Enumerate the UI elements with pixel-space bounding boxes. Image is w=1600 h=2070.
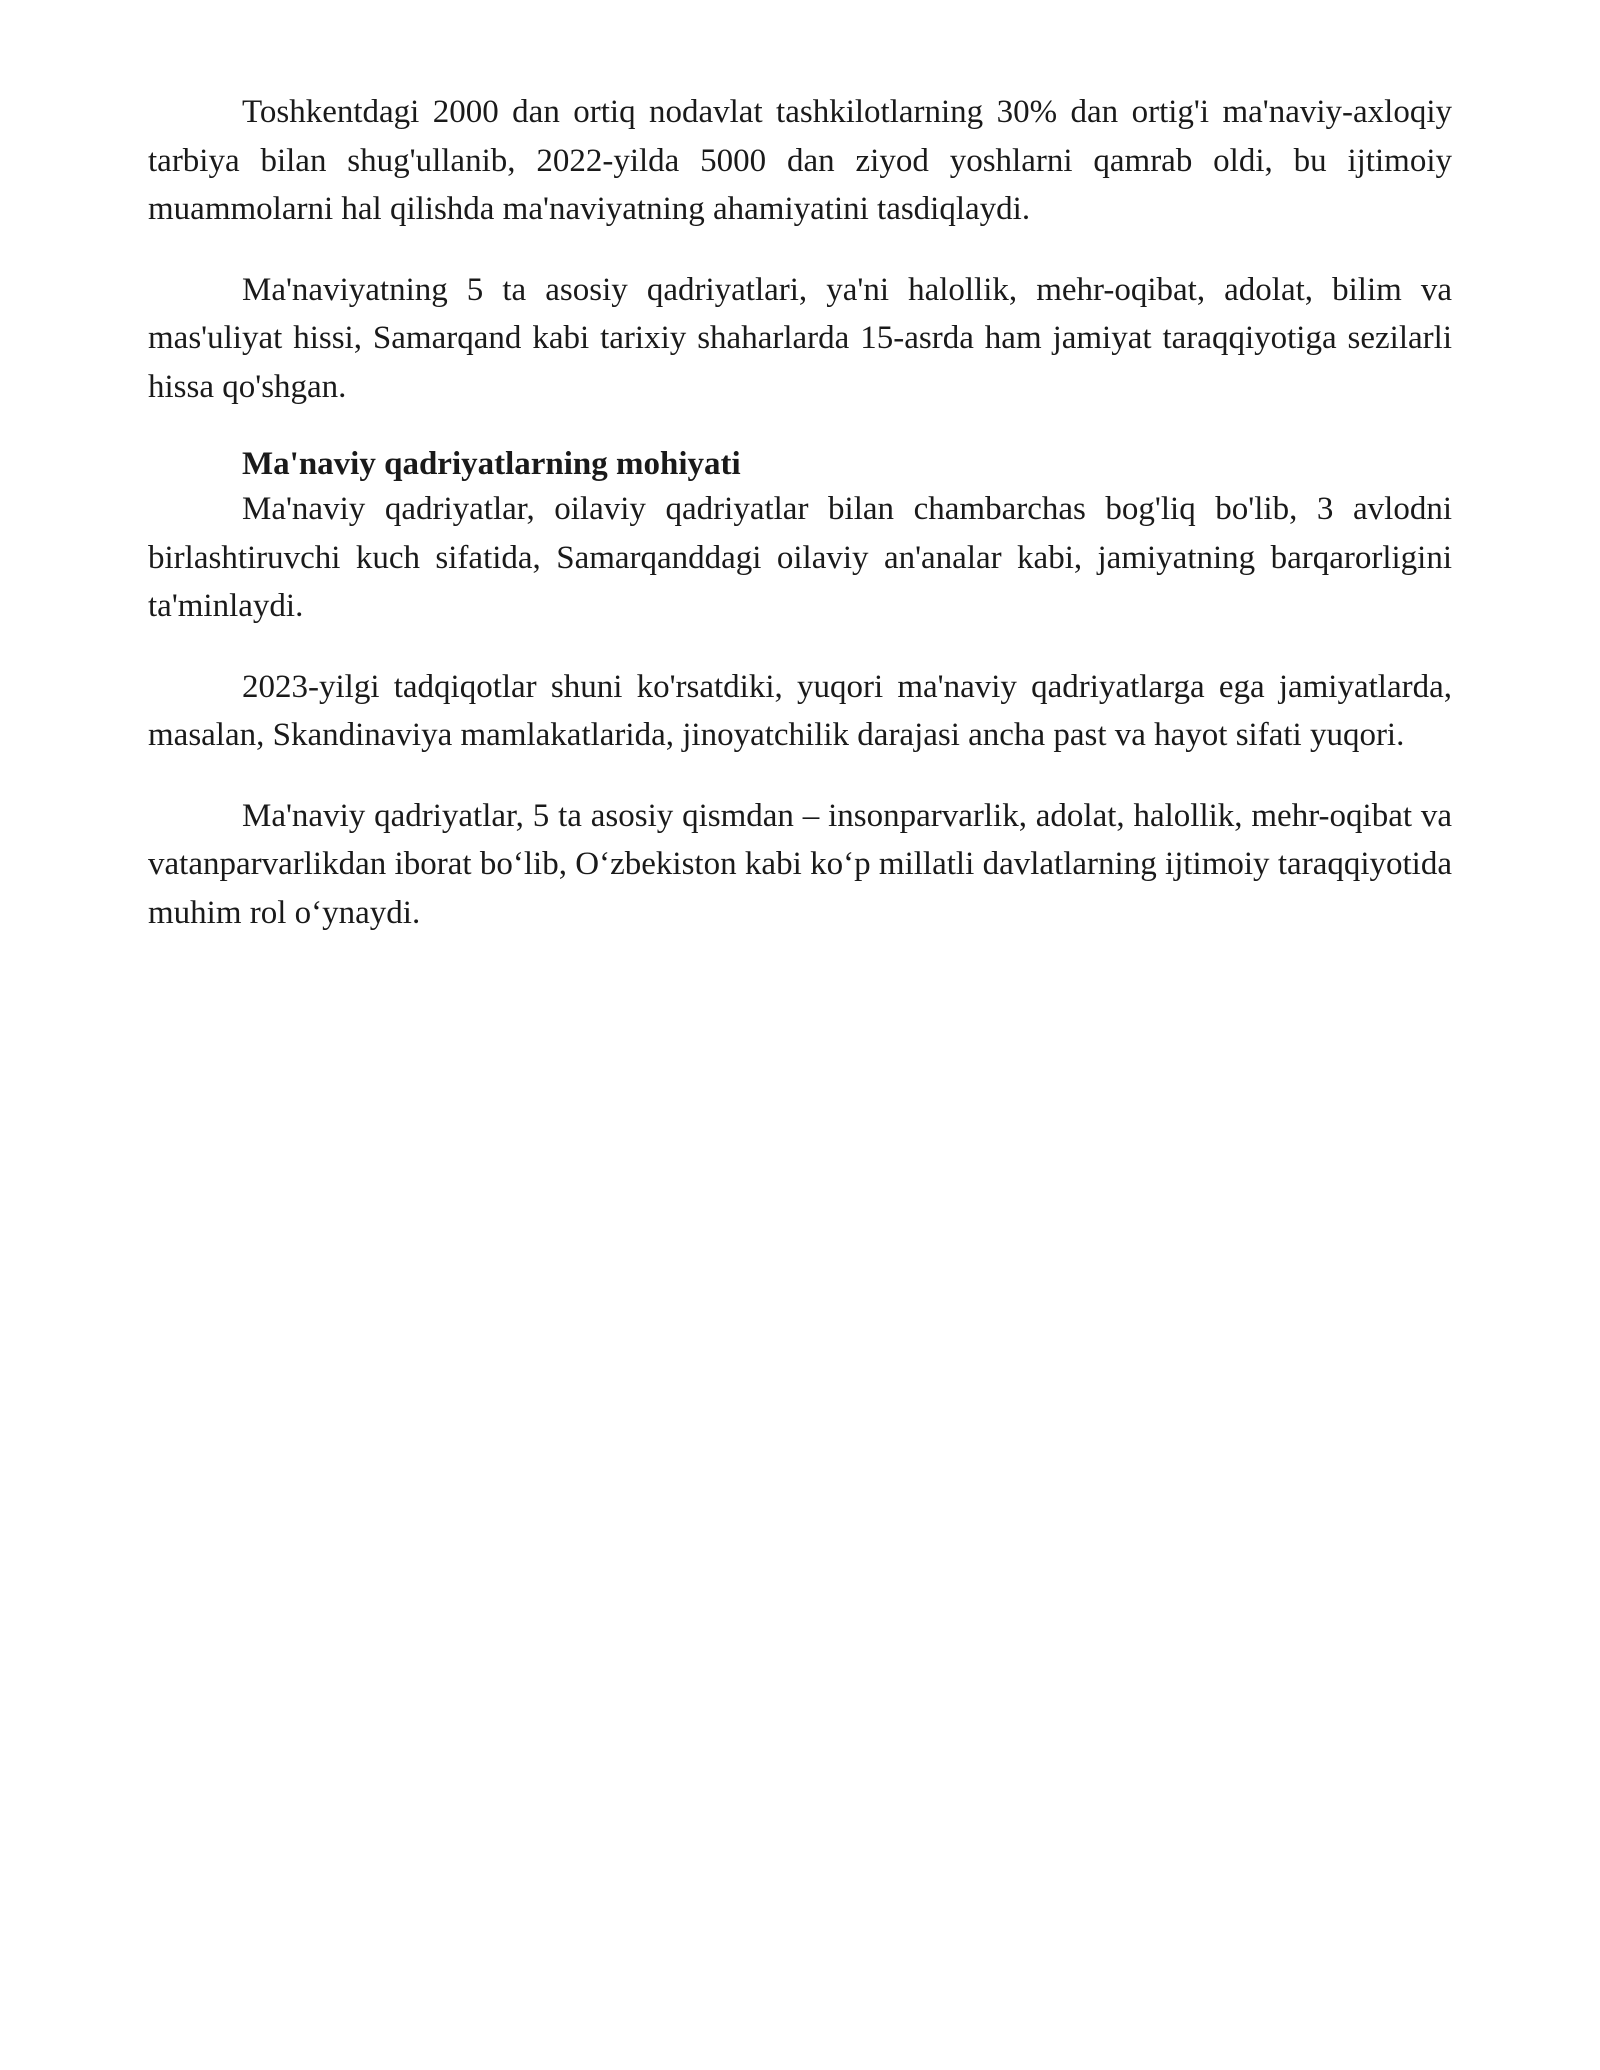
section-heading: Ma'naviy qadriyatlarning mohiyati bbox=[242, 446, 741, 482]
paragraph-five-parts: Ma'naviy qadriyatlar, 5 ta asosiy qismdan – insonparvarlik, adolat, halollik, mehr-oqibat va vatanparvarlikdan iborat boʻlib, Oʻzbekiston kabi koʻp millatli davlatlarning ijtimoiy taraqqiyotida muhim rol oʻynaydi. bbox=[148, 797, 1452, 931]
paragraph-research-2023: 2023-yilgi tadqiqotlar shuni ko'rsatdiki, yuqori ma'naviy qadriyatlarga ega jamiyatlarda, masalan, Skandinaviya mamlakatlarida, jinoyatchilik darajasi ancha past va hayot sifati yuqori. bbox=[148, 668, 1452, 753]
paragraph-core-values: Ma'naviyatning 5 ta asosiy qadriyatlari, ya'ni halollik, mehr-oqibat, adolat, bilim va mas'uliyat hissi, Samarqand kabi tarixiy shaharlarda 15-asrda ham jamiyat taraqqiyotiga sezilarli hissa qo'shgan. bbox=[148, 271, 1452, 405]
paragraph-family-values: Ma'naviy qadriyatlar, oilaviy qadriyatlar bilan chambarchas bog'liq bo'lib, 3 avlodni birlashtiruvchi kuch sifatida, Samarqanddagi oilaviy an'analar kabi, jamiyatning barqarorligini ta'minlaydi. bbox=[148, 491, 1452, 624]
document-page bbox=[148, 88, 1452, 969]
paragraph-ngo-statistics: Toshkentdagi 2000 dan ortiq nodavlat tashkilotlarning 30% dan ortig'i ma'naviy-axloqiy tarbiya bilan shug'ullanib, 2022-yilda 5000 dan ziyod yoshlarni qamrab oldi, bu ijtimoiy muammolarni hal qilishda ma'naviyatning ahamiyatini tasdiqlaydi. bbox=[148, 94, 1452, 227]
